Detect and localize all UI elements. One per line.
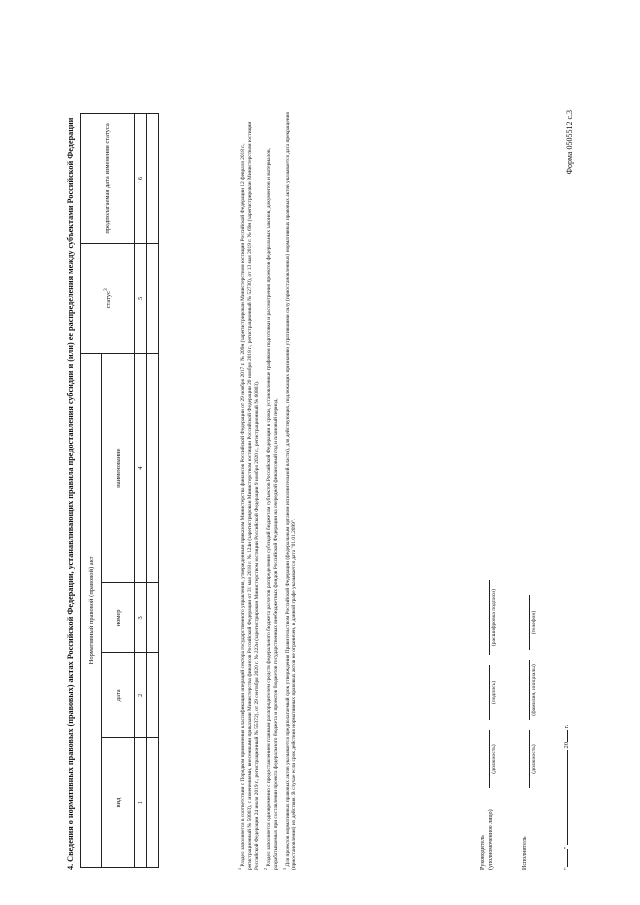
footnote-3 <box>281 112 299 870</box>
executor-label: Исполнитель <box>522 836 528 870</box>
table-group-header: Нормативный правовой (правовой) акт <box>81 353 102 867</box>
date-quote-open: " <box>563 867 570 870</box>
head-decryption-line[interactable] <box>489 580 490 655</box>
col-number: 1 <box>135 738 147 868</box>
col-number: 2 <box>135 653 147 738</box>
col-header-date: дата <box>102 653 135 738</box>
col-header-status <box>81 243 135 353</box>
head-position-line[interactable] <box>489 730 490 788</box>
footnote-text: Раздел заполняется в соответствии с Порядком применения классификации операций сектора государственного управления, утвержденным приказом Министерства финансов Российской Федерации от 29 ноября 2017 г. № 209н (зарегистрирован Министерством юстиции Российской Федерации 12 февраля 2018 г., регистрационный № 50003), с изменениями, внесенными приказами Министерства финансов Российской Федерации от 31 мая 2018 г. № 124н (зарегистрирован Министерством юстиции Российской Федерации 20 ноября 2018 г., регистрационный № 52730), от 13 мая 2019 г. № 69н (зарегистрирован Министерством юстиции Российской Федерации 24 июля 2019 г., регистрационный № 55372), от 29 сентября 2020 г. № 222н (зарегистрирован Министерством юстиции Российской Федерации 9 ноября 2020 г., регистрационный № 60803). <box>239 121 260 870</box>
executor-phone-caption: (телефон) <box>531 610 537 635</box>
col-number: 5 <box>135 243 147 353</box>
executor-block <box>520 110 550 870</box>
executor-position-caption: (должность) <box>531 744 537 774</box>
col-header-name: наименование <box>102 353 135 583</box>
table-row <box>147 114 159 868</box>
footnote-text: Для проектов нормативных правовых актов указывается предполагаемый срок утверждения Правительством Российской Федерации (федеральным органом исполнительной власти), для действующих, подлежащих признанию утратившими силу (приостановленных) нормативных правовых актов указывается дата прекращения (приостановления) их действия. В случае если срок действия нормативных правовых актов не ограничен, в данной графе указывается дата "01.01.2099". <box>284 112 298 870</box>
date-year-suffix: г. <box>563 724 570 729</box>
table-cell <box>147 583 159 653</box>
date-year-field[interactable] <box>560 730 568 742</box>
form-code: Форма 0505512 с.3 <box>565 110 574 175</box>
table-cell <box>147 653 159 738</box>
footnotes <box>236 112 299 870</box>
executor-name-caption: (фамилия, инициалы) <box>531 664 537 716</box>
col-header-status-change-date: предполагаемая дата изменения статуса <box>81 114 135 244</box>
head-decryption-caption: (расшифровка подписи) <box>491 588 497 647</box>
date-quote-close: " <box>563 846 570 850</box>
head-position-caption: (должность) <box>491 744 497 774</box>
head-signature-line[interactable] <box>489 665 490 720</box>
col-number: 6 <box>135 114 147 244</box>
rotated-document-sheet <box>60 110 580 870</box>
head-signature-caption: (подпись) <box>491 680 497 705</box>
date-day-field[interactable] <box>560 846 570 867</box>
section-title: 4. Сведения о нормативных правовых (правовых) актах Российской Федерации, устанавливающих правила предоставления субсидии и (или) ее распределения между субъектами Российской Федерации <box>66 117 75 870</box>
col-header-number: номер <box>102 583 135 653</box>
executor-name-line[interactable] <box>529 660 530 720</box>
footnote-2 <box>262 112 280 870</box>
col-number: 4 <box>135 353 147 583</box>
head-label-sub: (уполномоченное лицо) <box>488 809 494 870</box>
footnote-text: Раздел заполняется одновременно с предоставлением главным распорядителем средств федерального бюджета расчетов распределения субсидий бюджетам субъектов Российской Федерации в сроки, установленные графиком подготовки и рассмотрения проектов федеральных законов, документов и материалов, разрабатываемых при составлении проекта федерального бюджета и проектов бюджетов государственных внебюджетных фондов Российской Федерации на очередной финансовый год и плановый период. <box>265 148 279 870</box>
head-label: Руководитель <box>480 835 486 870</box>
head-signature-block <box>480 110 510 870</box>
footnote-mark: 2 <box>262 868 268 870</box>
table-cell <box>147 114 159 244</box>
executor-position-line[interactable] <box>529 730 530 788</box>
col-header-status-sup: 3 <box>102 288 109 291</box>
col-header-status-text: статус <box>105 290 113 309</box>
normative-acts-table <box>80 113 159 868</box>
table-cell <box>147 353 159 583</box>
col-number: 3 <box>135 583 147 653</box>
date-line <box>560 725 570 870</box>
executor-phone-line[interactable] <box>529 595 530 650</box>
footnote-mark: 3 <box>281 868 287 870</box>
column-numbers-row <box>135 114 147 868</box>
date-month-field[interactable] <box>560 750 568 845</box>
date-century: 20 <box>563 741 570 749</box>
table-cell <box>147 243 159 353</box>
footnote-mark: 1 <box>237 868 242 870</box>
table-cell <box>147 738 159 868</box>
col-header-type: вид <box>102 738 135 868</box>
footnote-1 <box>236 112 261 870</box>
